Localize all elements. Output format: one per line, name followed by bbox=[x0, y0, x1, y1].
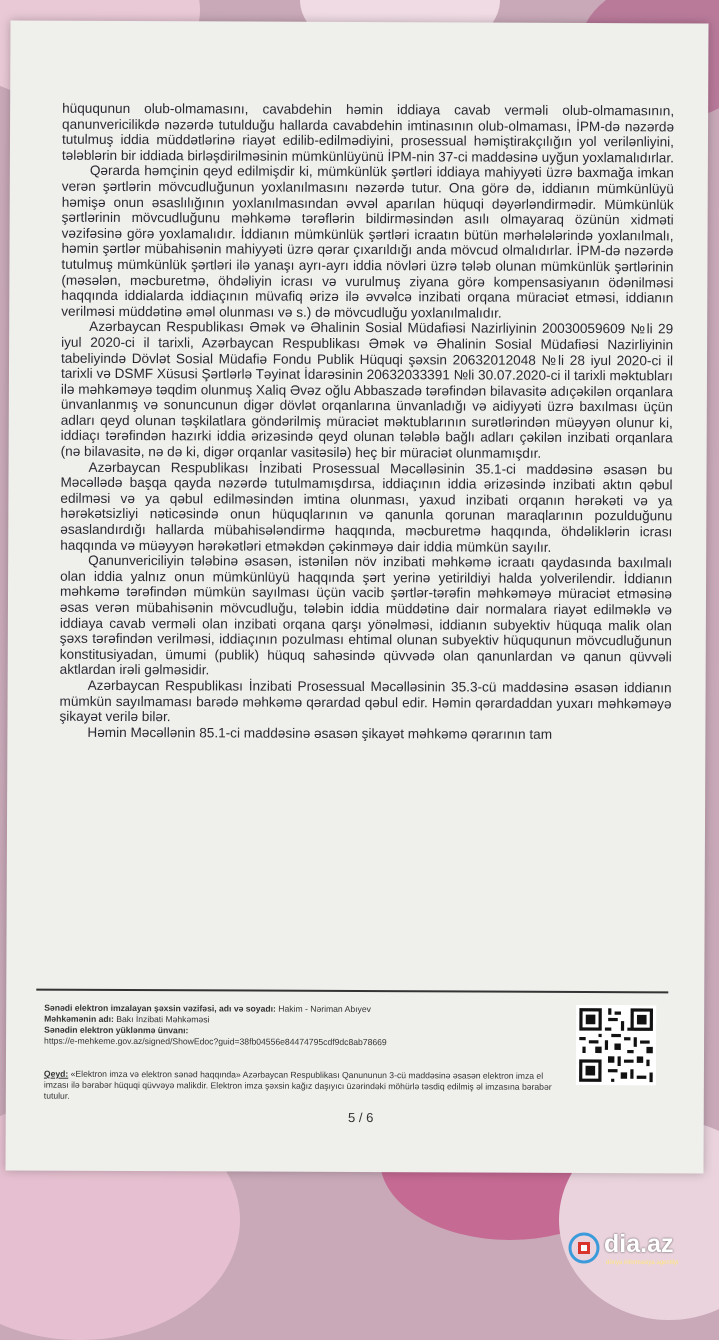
paragraph: hüququnun olub-olmamasını, cavabdehin həmin iddiaya cavab verməli olub-olmamasının, qanunvericilikdə nəzərdə tutulduğu hallarda cavabdehin imtinasının olub-olmaması, İPM-də nəzərdə tutulmuş iddia müddətlərinə riayət edilib-edilmədiyini, prosessual həmiştirakçılığın yol verilənliyini, tələblərin bir iddiada birləşdirilməsinin mümkünlüyünü İPM-nin 37-ci maddəsinə uyğun yoxlamalıdırlar. bbox=[61, 100, 675, 166]
paragraph: Qanunvericiliyin tələbinə əsasən, istənilən növ inzibati məhkəmə icraatı qaydasında baxılmalı olan iddia yalnız onun mümkünlüyü haqqında şərt yerinə yetirildiyi halda yolverilendir. İddianın məhkəmə tərəfindən mümkün sayılması üçün vacib şərtlər-tərəfin məhkəməyə müraciət etməsinə əsas verən mübahisənin mövcudluğu, tələbin iddia müddətinə dair normalara riayət edilməklə və iddiaya cavab verməli olan inzibati orqana qarşı yönəlməsi, iddianın subyektiv hüquqa malik olan şəxs tərəfindən verilməsi, iddiaçının pozulması ehtimal olunan subyektiv hüququnun mövcudluğunun konstitusiyadan, ümumi (publik) hüquq sahəsində qüvvədə olan qanunlardan və qanun qüvvəli aktlardan irəli gəlməsidir. bbox=[59, 553, 673, 678]
paragraph: Azərbaycan Respublikası İnzibati Prosessual Məcəlləsinin 35.1-ci maddəsinə əsasən bu Məcəllədə başqa qayda nəzərdə tutulmamışdırsa, iddiaçının iddia ərizəsində inzibati aktın qəbul edilməsi və ya qəbul edilməsindən imtina olunması, yaxud inzibati orqanın hərəkəti və ya hərəkətsizliyi nəticəsində onun hüquqlarının və qanunla qorunan maraqlarının pozulduğunu əsaslandırdığı hallarda mübahisələndirmə haqqında, məcburetmə haqqında, öhdəliklərin icrası haqqında və müəyyən hərəkətləri etməkdən çəkinməyə dair iddia mümkün sayılır. bbox=[60, 459, 673, 555]
signature-footer bbox=[44, 1003, 564, 1104]
dia-brand-text: dia.az bbox=[604, 1230, 674, 1258]
qr-code-icon bbox=[576, 1005, 656, 1085]
paragraph: Həmin Məcəllənin 85.1-ci maddəsinə əsasən şikayət məhkəmə qərarının tam bbox=[87, 724, 553, 742]
court-label: Məhkəmənin adı: bbox=[44, 1013, 114, 1024]
note-text: «Elektron imza və elektron sənəd haqqında» Azərbaycan Respublikası Qanununun 3-cü maddəsinə əsasən elektron imza el imzası ilə bərabər hüquqi qüvvəyə malikdir. Elektron imza şəxsin kağız daşıyıcı üzərindəki möhürlə təsdiq edilmiş əl imzasına bərabər tutulur. bbox=[43, 1068, 552, 1101]
address-label: Sənədin elektron yüklənmə ünvanı: bbox=[44, 1024, 189, 1036]
signer-value: Hakim - Nəriman Abıyev bbox=[278, 1003, 371, 1015]
dia-az-watermark bbox=[566, 1228, 716, 1274]
address-link[interactable]: https://e-mehkeme.gov.az/signed/ShowEdoc?guid=38fb04556e84474795cdf9dc8ab78669 bbox=[44, 1035, 387, 1048]
legal-note bbox=[44, 1069, 564, 1104]
paragraph: Qərarda həmçinin qeyd edilmişdir ki, mümkünlük şərtləri iddiaya mahiyyəti üzrə baxmağa imkan verən şərtlərin mövcudluğunun yoxlanılmasını nəzərdə tutur. Ona görə də, iddianın mümkünlüyü həmişə onun əsaslılığının yoxlanılmasından əvvəl aparılan hüquqi dəyərləndirmədir. Mümkünlük şərtlərinin mövcudluğunu məhkəmə tərəflərin bildirməsindən asılı olmayaraq özünün xidməti vəzifəsinə görə yoxlamalıdır. İddianın mümkünlük şərtləri icraatın bütün mərhələlərində yoxlanılmalı, həmin şərtlər mübahisənin mahiyyəti üzrə qərar çıxarıldığı anda mövcud olmalıdırlar. İPM-də nəzərdə tutulmuş mümkünlük şərtləri ilə yanaşı ayrı-ayrı iddia növləri üzrə tələb olunan mümkünlük şərtlərinin (məsələn, məcburetmə, öhdəliyin icrası və vurulmuş ziyana görə kompensasiyanın ödənilməsi haqqında iddialarda iddiaçının müvafiq ərizə ilə əvvəlcə inzibati orqana müraciət etməsi, iddianın verilməsi müddətinə əməl olunması və s.) də mövcudluğu yoxlanılmalıdır. bbox=[61, 163, 674, 321]
footer-divider bbox=[36, 989, 668, 994]
paragraph: Azərbaycan Respublikası Əmək və Əhalinin Sosial Müdafiəsi Nazirliyinin 20030059609 №li 29 iyul 2020-ci il tarixli, Azərbaycan Respublikası Əmək və Əhalinin Sosial Müdafiəsi Nazirliyinin tabeliyində Dövlət Sosial Müdafiə Fondu Publik Hüquqi şəxsin 20632012048 №li 28 iyul 2020-ci il tarixli və DSMF Xüsusi Şərtlərlə Təyinat İdarəsinin 20632033391 №li 30.07.2020-ci il tarixli məktubları ilə məhkəməyə təqdim olunmuş Xaliq Əvəz oğlu Abbaszadə tərəfindən bilavasitə adıçəkilən orqanlara ünvanlanmış və sonuncunun digər dövlət orqanlarına ünvanladığı və aidiyyəti üzrə baxılması üçün adları qeyd olunan təşkilatlara göndərilmiş müraciət məktublarının surətlərindən müəyyən olunur ki, iddiaçı tərəfindən hazırki iddia ərizəsində qeyd olunan tələblə bağlı adları çəkilən inzibati orqanlara (nə bilavasitə, nə də ki, digər orqanlar vasitəsilə) heç bir müraciət olunmamışdır. bbox=[60, 319, 674, 461]
paragraph: Azərbaycan Respublikası İnzibati Prosessual Məcəlləsinin 35.3-cü maddəsinə əsasən iddianın mümkün sayılmaması barədə məhkəmə qərardad qəbul edir. Həmin qərardaddan yuxarı məhkəməyə şikayət verilə bilər. bbox=[59, 677, 672, 725]
dia-logo-icon bbox=[568, 1232, 600, 1264]
signer-label: Sənədi elektron imzalayan şəxsin vəzifəsi, adı və soyadı: bbox=[44, 1002, 276, 1014]
dia-tagline: dünya informasiya agentliyi bbox=[606, 1260, 679, 1266]
document-page bbox=[5, 20, 708, 1173]
court-value: Bakı İnzibati Məhkəməsi bbox=[116, 1013, 210, 1025]
page-number: 5 / 6 bbox=[348, 1109, 374, 1126]
document-body bbox=[59, 101, 674, 743]
note-label: Qeyd: bbox=[43, 1068, 69, 1079]
